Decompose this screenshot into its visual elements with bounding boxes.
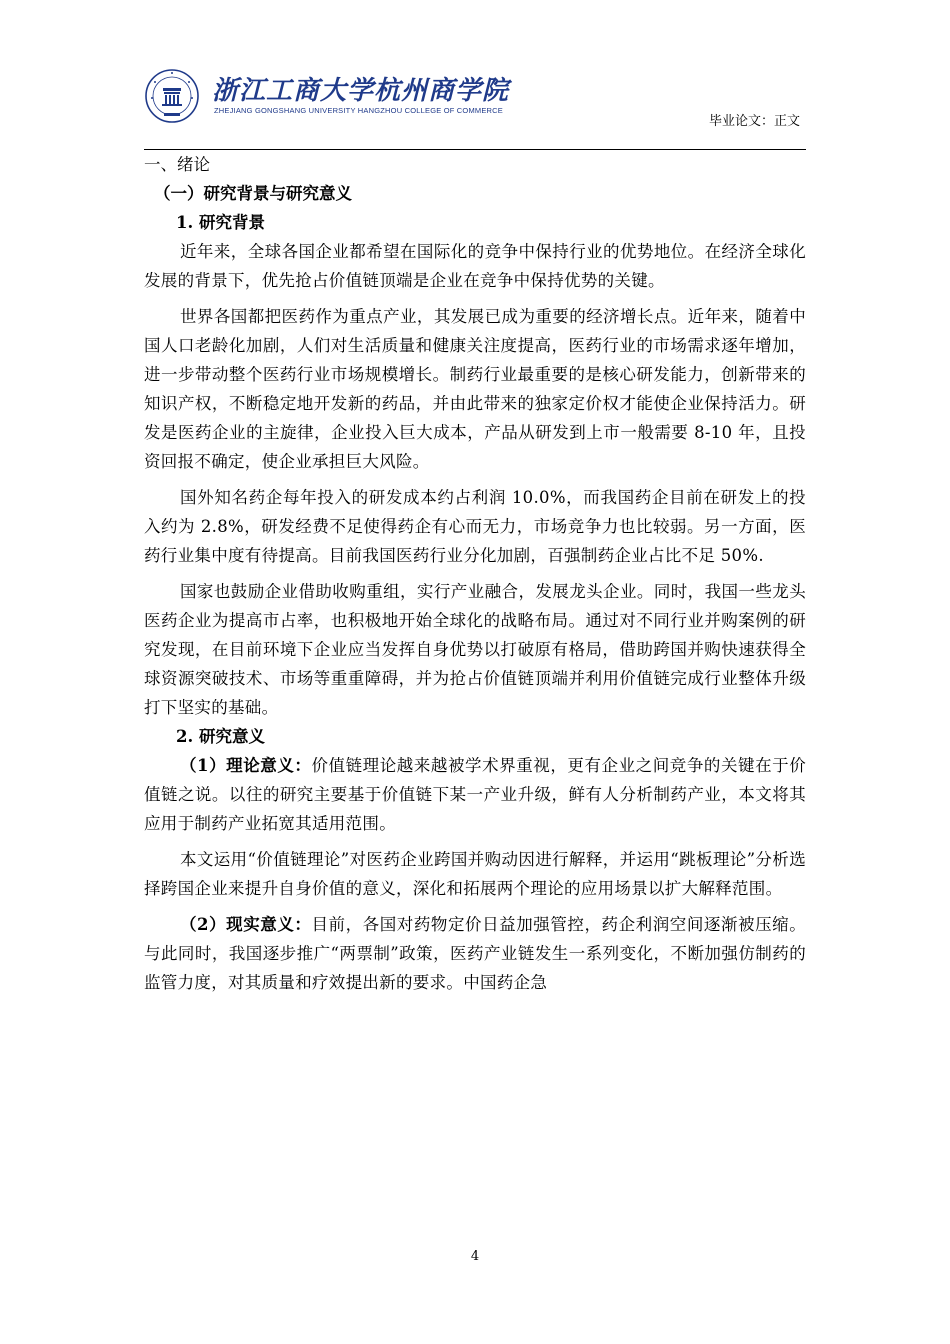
school-name-cn: 浙江工商大学杭州商学院: [212, 76, 510, 106]
subsection-heading-background: 1. 研究背景: [176, 213, 265, 232]
page-header: [144, 68, 806, 150]
chapter-heading: 一、绪论: [144, 155, 210, 174]
page-number: 4: [470, 1249, 480, 1264]
paragraph: 近年来，全球各国企业都希望在国际化的竞争中保持行业的优势地位。在经济全球化发展的背景下，优先抢占价值链顶端是企业在竞争中保持优势的关键。: [144, 242, 806, 290]
paragraph-lead: （1）理论意义：: [180, 756, 312, 775]
document-body: [144, 150, 806, 997]
paragraph: 世界各国都把医药作为重点产业，其发展已成为重要的经济增长点。近年来，随着中国人口老龄化加剧，人们对生活质量和健康关注度提高，医药行业的市场需求逐年增加，进一步带动整个医药行业市场规模增长。制药行业最重要的是核心研发能力，创新带来的知识产权，不断稳定地开发新的药品，并由此带来的独家定价权才能使企业保持活力。研发是医药企业的主旋律，企业投入巨大成本，产品从研发到上市一般需要 8-10 年，且投资回报不确定，使企业承担巨大风险。: [144, 307, 806, 471]
paragraph-body: 价值链理论越来越被学术界重视，更有企业之间竞争的关键在于价值链之说。以往的研究主要基于价值链下某一产业升级，鲜有人分析制药产业，本文将其应用于制药产业拓宽其适用范围。: [144, 756, 807, 833]
subsection-heading-significance: 2. 研究意义: [176, 727, 265, 746]
paragraph-practical: [144, 910, 806, 997]
paragraph-body: 目前，各国对药物定价日益加强管控，药企利润空间逐渐被压缩。与此同时，我国逐步推广“两票制”政策，医药产业链发生一系列变化，不断加强仿制药的监管力度，对其质量和疗效提出新的要求。中国药企急: [144, 915, 807, 992]
paragraph-lead: （2）现实意义：: [180, 915, 312, 934]
paragraph: 本文运用“价值链理论”对医药企业跨国并购动因进行解释，并运用“跳板理论”分析选择跨国企业来提升自身价值的意义，深化和拓展两个理论的应用场景以扩大解释范围。: [144, 850, 806, 898]
document-type-label: 毕业论文：正文: [708, 114, 800, 129]
university-seal-icon: [144, 68, 200, 124]
section-heading: （一）研究背景与研究意义: [154, 184, 352, 203]
paragraph-theoretical: [144, 751, 806, 838]
school-name-en: ZHEJIANG GONGSHANG UNIVERSITY HANGZHOU COLLEGE OF COMMERCE: [214, 106, 503, 115]
paragraph: 国外知名药企每年投入的研发成本约占利润 10.0%，而我国药企目前在研发上的投入约为 2.8%，研发经费不足使得药企有心而无力，市场竞争力也比较弱。另一方面，医药行业集中度有待提高。目前我国医药行业分化加剧，百强制药企业占比不足 50%.: [144, 488, 806, 565]
paragraph: 国家也鼓励企业借助收购重组，实行产业融合，发展龙头企业。同时，我国一些龙头医药企业为提高市占率，也积极地开始全球化的战略布局。通过对不同行业并购案例的研究发现，在目前环境下企业应当发挥自身优势以打破原有格局，借助跨国并购快速获得全球资源突破技术、市场等重重障碍，并为抢占价值链顶端并利用价值链完成行业整体升级打下坚实的基础。: [144, 582, 806, 717]
